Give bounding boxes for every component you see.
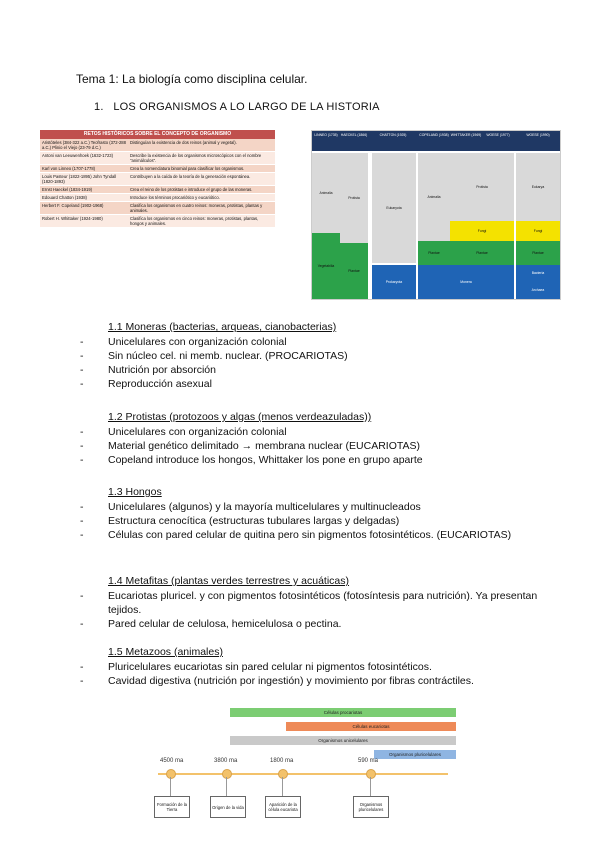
- section-metafitas-list: [80, 589, 550, 631]
- table-cell-contribution: Clasifica los organismos en cuatro reinos: moneras, protistas, plantas y animales.: [130, 203, 263, 213]
- table-row: [40, 139, 275, 152]
- block-eukaryota: Eukaryota: [372, 153, 416, 263]
- list-item: - Pared celular de celulosa, hemicelulosa o pectina.: [80, 617, 550, 631]
- bar-unicellular: Organismos unicelulares: [230, 736, 456, 745]
- bar-eukaryotes: Células eucariotas: [286, 722, 456, 731]
- list-item: - Pluricelulares eucariotas sin pared celular ni pigmentos fotosintéticos.: [80, 660, 550, 674]
- section-moneras-list: [80, 335, 550, 391]
- tick-label: 4500 ma: [160, 758, 184, 764]
- table-cell-contribution: Contribuyen a la caída de la teoría de la generación espontánea.: [130, 174, 251, 179]
- bar-prokaryotes: Células procariotas: [230, 708, 456, 717]
- list-item: - Cavidad digestiva (nutrición por ingestión) y movimiento por fibras contráctiles.: [80, 674, 550, 688]
- section-metafitas-heading: 1.4 Metafitas (plantas verdes terrestres y acuáticas): [108, 575, 350, 587]
- timeline-connector: [226, 777, 227, 796]
- kingdom-classification-chart: [311, 130, 561, 300]
- timeline-axis: [158, 773, 448, 775]
- list-item: - Material genético delimitado → membrana nuclear (EUCARIOTAS): [80, 439, 550, 453]
- timeline-connector: [370, 777, 371, 796]
- list-item: - Nutrición por absorción: [80, 363, 550, 377]
- block-animalia-copeland: Animalia: [418, 153, 450, 241]
- block-plantae-whittaker: Plantae: [450, 241, 514, 265]
- tick-label: 3800 ma: [214, 758, 238, 764]
- block-archaea: Archaea: [516, 281, 560, 299]
- evolution-timeline: [152, 700, 458, 828]
- block-eukarya: Eukarya: [516, 153, 560, 221]
- timeline-connector: [282, 777, 283, 796]
- block-animalia: Animalia: [312, 153, 340, 233]
- list-item: - Reproducción asexual: [80, 377, 550, 391]
- chart-col-whittaker: WHITTAKER (1969): [450, 133, 482, 137]
- event-box: Aparición de la célula eucariota: [265, 796, 301, 818]
- table-cell-contribution: Crea la nomenclatura binomial para clasificar los organismos.: [130, 166, 245, 171]
- table-cell-scientist: Ernst Haeckel (1834-1919): [42, 187, 93, 192]
- table-cell-contribution: Crea el reino de los protistas e introduce el grupo de las moneras.: [130, 187, 253, 192]
- table-row: [40, 165, 275, 173]
- table-row: [40, 215, 275, 228]
- event-box: Origen de la vida: [210, 796, 246, 818]
- section-metazoos-heading: 1.5 Metazoos (animales): [108, 646, 223, 658]
- block-vegetabilia: Vegetabilia: [312, 233, 340, 299]
- timeline-dot: [166, 769, 176, 779]
- block-plantae-copeland: Plantae: [418, 241, 450, 265]
- list-item: - Eucariotas pluricel. y con pigmentos fotosintéticos (fotosíntesis para nutrición). Ya presentan tejidos.: [80, 589, 550, 617]
- list-item: - Copeland introduce los hongos, Whittaker los pone en grupo aparte: [80, 453, 550, 467]
- list-item: - Unicelulares con organización colonial: [80, 335, 550, 349]
- event-box: Formación de la Tierra: [154, 796, 190, 818]
- list-item: - Unicelulares con organización colonial: [80, 425, 550, 439]
- section-heading: 1. LOS ORGANISMOS A LO LARGO DE LA HISTORIA: [94, 101, 380, 113]
- table-cell-contribution: Clasifica los organismos en cinco reinos: moneras, protistas, plantas, hongos y animales.: [130, 216, 259, 226]
- chart-col-haeckel: HAECKEL (1866): [340, 133, 368, 137]
- table-cell-contribution: Introduce los términos procariótico y eucariótico.: [130, 195, 220, 200]
- block-protista-haeckel: Protista: [340, 153, 368, 243]
- block-bacteria: Bacteria: [516, 265, 560, 281]
- timeline-dot: [278, 769, 288, 779]
- tick-label: 1800 ma: [270, 758, 294, 764]
- list-item: - Sin núcleo cel. ni memb. nuclear. (PROCARIOTAS): [80, 349, 550, 363]
- block-protista-whittaker: Protista: [450, 153, 514, 221]
- table-row: [40, 194, 275, 202]
- table-row: [40, 186, 275, 194]
- section-protistas-list: [80, 425, 550, 467]
- table-cell-scientist: Antoni van Leeuwenhoek (1632-1723): [42, 153, 114, 158]
- document-title: Tema 1: La biología como disciplina celular.: [76, 72, 308, 86]
- block-fungi-woese: Fungi: [516, 221, 560, 241]
- table-cell-scientist: Robert H. Whittaker (1924-1980): [42, 216, 103, 221]
- section-metazoos-list: [80, 660, 550, 688]
- list-item: - Unicelulares (algunos) y la mayoría multicelulares y multinucleados: [80, 500, 550, 514]
- timeline-connector: [170, 777, 171, 796]
- table-row: [40, 152, 275, 165]
- table-row: [40, 173, 275, 186]
- block-plantae-haeckel: Plantae: [340, 243, 368, 299]
- list-item: - Estructura cenocítica (estructuras tubulares largas y delgadas): [80, 514, 550, 528]
- chart-col-woese-1990: WOESE (1990): [526, 133, 550, 137]
- section-hongos-list: [80, 500, 550, 542]
- table-cell-scientist: Edouard Chatton (1938): [42, 195, 87, 200]
- table-row: [40, 202, 275, 215]
- table-header: RETOS HISTÓRICOS SOBRE EL CONCEPTO DE ORGANISMO: [40, 130, 275, 139]
- table-cell-scientist: Karl von Linneo (1707-1778): [42, 166, 96, 171]
- section-protistas-heading: 1.2 Protistas (protozoos y algas (menos verdeazuladas)): [108, 411, 372, 423]
- table-cell-scientist: Aristóteles (384-322 a.C.) Teofrasto (372-288 a.C.) Plinio el Viejo (23-79 d.C.): [42, 140, 126, 150]
- chart-col-copeland: COPELAND (1938): [419, 133, 449, 137]
- chart-col-linneo: LINNEO (1735): [314, 133, 338, 137]
- tick-label: 590 ma: [358, 758, 379, 764]
- bar-multicellular: Organismos pluricelulares: [374, 750, 456, 759]
- chart-col-chatton: CHATTON (1925): [379, 133, 407, 137]
- chart-col-woese-1977: WOESE (1977): [486, 133, 510, 137]
- block-prokaryota: Prokaryota: [372, 265, 416, 299]
- section-moneras-heading: 1.1 Moneras (bacterias, arqueas, cianobacterias): [108, 321, 337, 333]
- historical-challenges-table: [40, 130, 275, 302]
- block-monera: Monera: [418, 265, 514, 299]
- list-item: - Células con pared celular de quitina pero sin pigmentos fotosintéticos. (EUCARIOTAS): [80, 528, 550, 542]
- table-cell-scientist: Herbert F. Copeland (1902-1968): [42, 203, 104, 208]
- section-hongos-heading: 1.3 Hongos: [108, 486, 162, 498]
- timeline-dot: [366, 769, 376, 779]
- block-fungi: Fungi: [450, 221, 514, 241]
- event-box: Organismos pluricelulares: [353, 796, 389, 818]
- table-cell-contribution: Distinguían la existencia de dos reinos (animal y vegetal).: [130, 140, 237, 145]
- table-cell-contribution: Describe la existencia de los organismos microscópicos con el nombre "animálculos".: [130, 153, 262, 163]
- table-cell-scientist: Louis Pasteur (1822-1895) John Tyndall (1820-1893): [42, 174, 117, 184]
- block-plantae-woese: Plantae: [516, 241, 560, 265]
- timeline-dot: [222, 769, 232, 779]
